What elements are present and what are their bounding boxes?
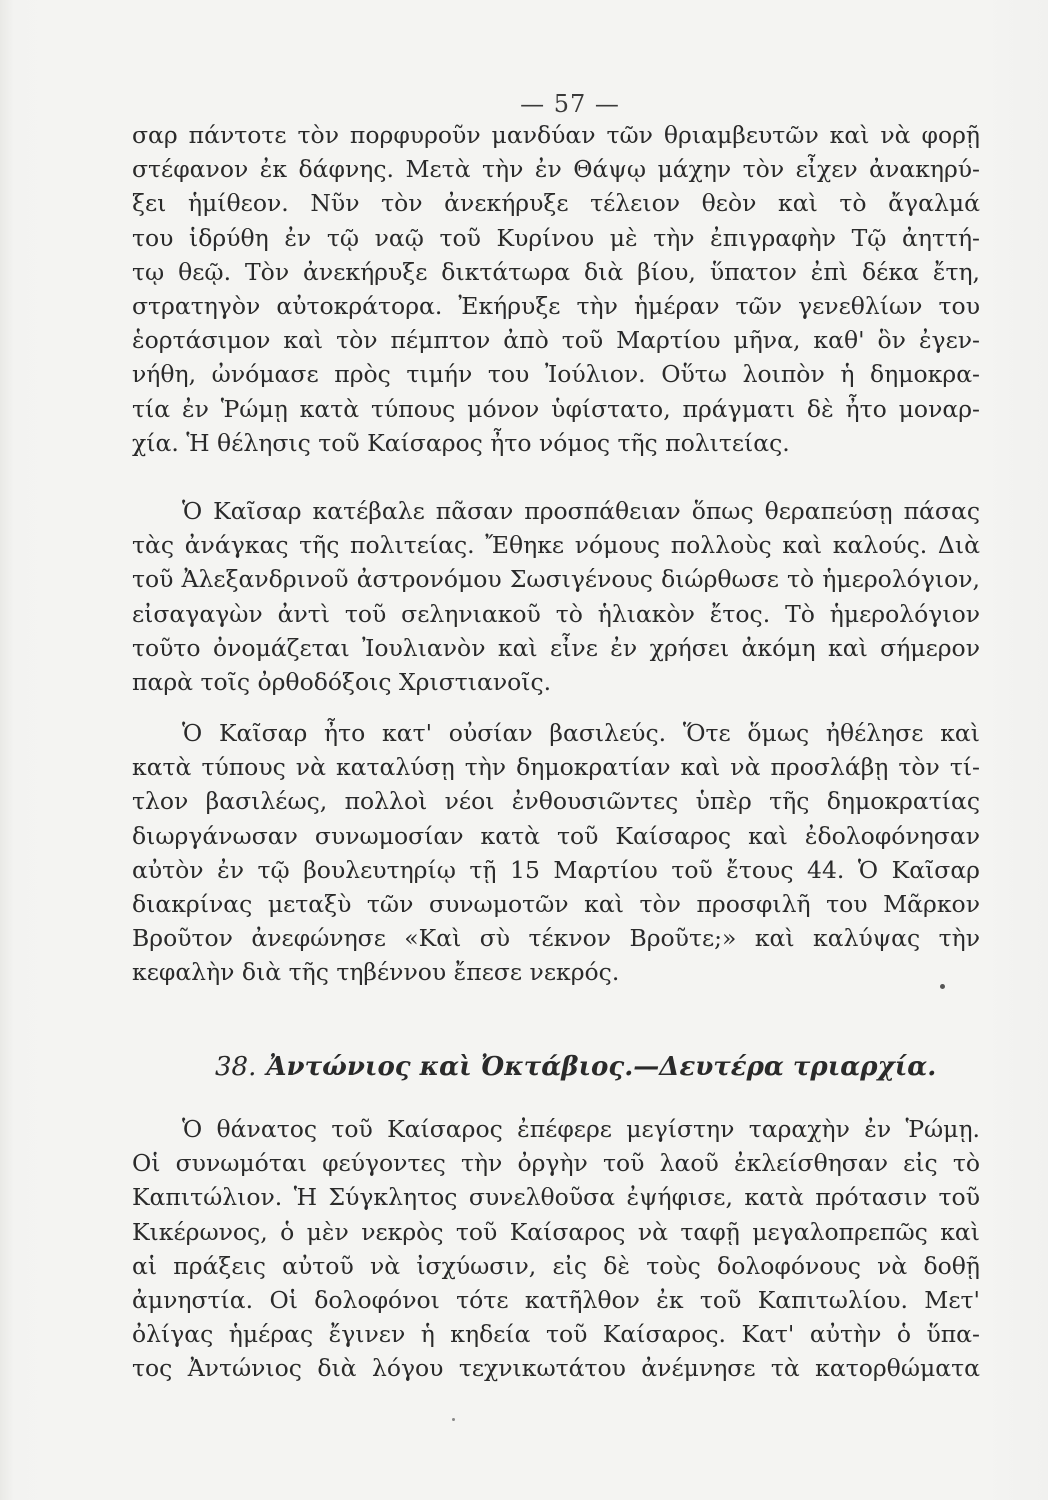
text-line: στρατηγὸν αὐτοκράτορα. Ἐκήρυξε τὴν ἡμέραν τῶν γενεθλίων του: [132, 292, 980, 321]
text-line: αὐτὸν ἐν τῷ βουλευτηρίῳ τῇ 15 Μαρτίου τοῦ ἔτους 44. Ὁ Καῖσαρ: [132, 855, 980, 884]
text-line: διακρίνας μεταξὺ τῶν συνωμοτῶν καὶ τὸν προσφιλῆ του Μᾶρκον: [132, 890, 980, 919]
text-line: Καπιτώλιον. Ἡ Σύγκλητος συνελθοῦσα ἐψήφισε, κατὰ πρότασιν τοῦ: [132, 1183, 980, 1212]
text-line: κεφαλὴν διὰ τῆς τηβέννου ἔπεσε νεκρός.: [132, 958, 620, 987]
text-line: τὰς ἀνάγκας τῆς πολιτείας. Ἔθηκε νόμους πολλοὺς καὶ καλούς. Διὰ: [132, 531, 980, 560]
text-line: τῳ θεῷ. Τὸν ἀνεκήρυξε δικτάτωρα διὰ βίου, ὕπατον ἐπὶ δέκα ἔτη,: [132, 257, 980, 286]
text-line: Ὁ Καῖσαρ ἦτο κατ' οὐσίαν βασιλεύς. Ὅτε ὅμως ἠθέλησε καὶ: [182, 719, 980, 747]
paragraph-aftermath: [132, 1112, 980, 1386]
text-line: Ὁ Καῖσαρ κατέβαλε πᾶσαν προσπάθειαν ὅπως θεραπεύσῃ πάσας: [182, 497, 980, 525]
text-line: κατὰ τύπους νὰ καταλύσῃ τὴν δημοκρατίαν καὶ νὰ προσλάβῃ τὸν τί-: [132, 753, 980, 782]
section-title: Ἀντώνιος καὶ Ὀκτάβιος.—Δευτέρα τριαρχία.: [266, 1052, 937, 1082]
ink-speck: [452, 1418, 455, 1421]
text-line: ἀμνηστία. Οἱ δολοφόνοι τότε κατῆλθον ἐκ τοῦ Καπιτωλίου. Μετ': [132, 1286, 980, 1315]
text-line: σαρ πάντοτε τὸν πορφυροῦν μανδύαν τῶν θριαμβευτῶν καὶ νὰ φορῇ: [132, 121, 980, 149]
ink-speck: [940, 984, 945, 989]
text-line: Βροῦτον ἀνεφώνησε «Καὶ σὺ τέκνον Βροῦτε;» καὶ καλύψας τὴν: [132, 924, 980, 953]
section-heading: [215, 1052, 936, 1082]
text-line: τος Ἀντώνιος διὰ λόγου τεχνικωτάτου ἀνέμνησε τὰ κατορθώματα: [132, 1354, 980, 1383]
text-line: ἑορτάσιμον καὶ τὸν πέμπτον ἀπὸ τοῦ Μαρτίου μῆνα, καθ' ὃν ἐγεν-: [132, 326, 980, 355]
text-line: διωργάνωσαν συνωμοσίαν κατὰ τοῦ Καίσαρος καὶ ἐδολοφόνησαν: [132, 821, 980, 850]
paragraph-reforms: [132, 494, 980, 699]
text-line: Ὁ θάνατος τοῦ Καίσαρος ἐπέφερε μεγίστην ταραχὴν ἐν Ῥώμῃ.: [182, 1115, 980, 1143]
text-line: ὀλίγας ἡμέρας ἔγινεν ἡ κηδεία τοῦ Καίσαρος. Κατ' αὐτὴν ὁ ὕπα-: [132, 1320, 980, 1349]
text-line: Οἱ συνωμόται φεύγοντες τὴν ὀργὴν τοῦ λαοῦ ἐκλείσθησαν εἰς τὸ: [132, 1149, 980, 1178]
text-line: αἱ πράξεις αὐτοῦ νὰ ἰσχύωσιν, εἰς δὲ τοὺς δολοφόνους νὰ δοθῇ: [132, 1251, 980, 1280]
paragraph-continuation: [132, 118, 980, 460]
text-line: τοῦ Ἀλεξανδρινοῦ ἀστρονόμου Σωσιγένους διώρθωσε τὸ ἡμερολόγιον,: [132, 565, 980, 594]
text-line: στέφανον ἐκ δάφνης. Μετὰ τὴν ἐν Θάψῳ μάχην τὸν εἶχεν ἀνακηρύ-: [132, 155, 980, 184]
text-line: χία. Ἡ θέλησις τοῦ Καίσαρος ἦτο νόμος τῆς πολιτείας.: [132, 428, 790, 457]
text-line: τλον βασιλέως, πολλοὶ νέοι ἐνθουσιῶντες ὑπὲρ τῆς δημοκρατίας: [132, 787, 980, 816]
page-number: — 57 —: [520, 90, 620, 118]
text-line: παρὰ τοῖς ὀρθοδόξοις Χριστιανοῖς.: [132, 668, 552, 697]
paragraph-assassination: [132, 716, 980, 990]
text-line: του ἱδρύθη ἐν τῷ ναῷ τοῦ Κυρίνου μὲ τὴν ἐπιγραφὴν Τῷ ἀηττή-: [132, 223, 980, 252]
text-line: τία ἐν Ῥώμῃ κατὰ τύπους μόνον ὑφίστατο, πράγματι δὲ ἦτο μοναρ-: [132, 394, 980, 423]
text-line: Κικέρωνος, ὁ μὲν νεκρὸς τοῦ Καίσαρος νὰ ταφῇ μεγαλοπρεπῶς καὶ: [132, 1217, 980, 1246]
text-line: ξει ἡμίθεον. Νῦν τὸν ἀνεκήρυξε τέλειον θεὸν καὶ τὸ ἄγαλμά: [132, 189, 980, 218]
text-line: νήθη, ὠνόμασε πρὸς τιμήν του Ἰούλιον. Οὕτω λοιπὸν ἡ δημοκρα-: [132, 360, 980, 389]
section-number: 38.: [215, 1052, 257, 1082]
text-line: εἰσαγαγὼν ἀντὶ τοῦ σεληνιακοῦ τὸ ἡλιακὸν ἔτος. Τὸ ἡμερολόγιον: [132, 599, 980, 628]
text-line: τοῦτο ὀνομάζεται Ἰουλιανὸν καὶ εἶνε ἐν χρήσει ἀκόμη καὶ σήμερον: [132, 633, 980, 662]
